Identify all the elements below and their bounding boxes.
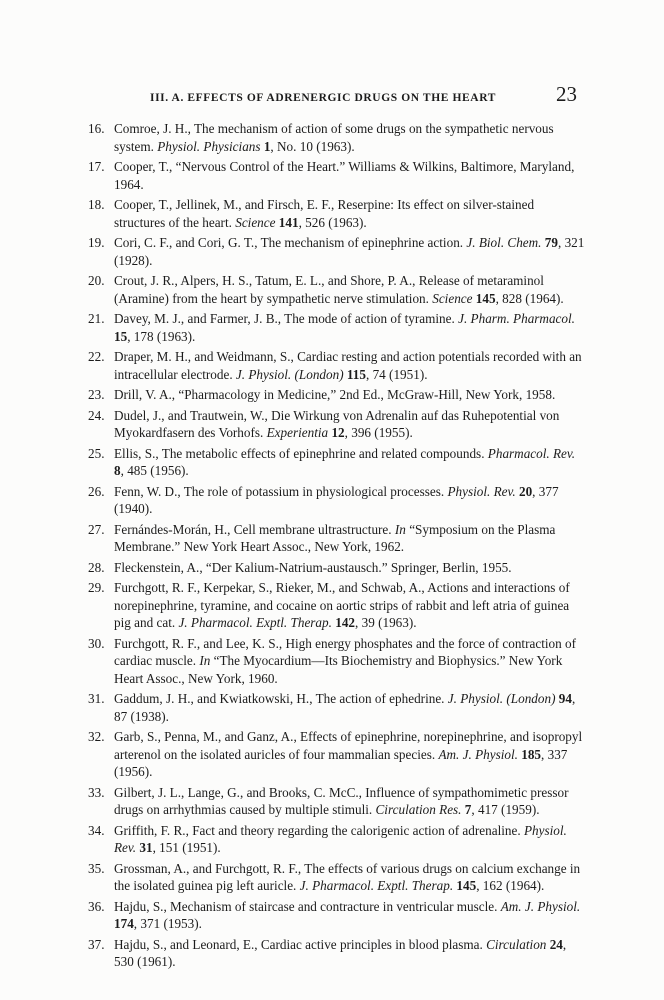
reference-segment: Grossman, A., and Furchgott, R. F., The effects of various drugs on calcium exchange in the isolated guinea pig left auricle. <box>114 860 581 893</box>
reference-text <box>114 310 588 345</box>
reference-segment: , 151 (1951). <box>152 840 221 855</box>
journal-title: Pharmacol. Rev. <box>487 445 576 461</box>
volume-number: 145 <box>475 290 496 306</box>
reference-item <box>88 635 588 688</box>
reference-text <box>114 635 588 688</box>
journal-title: J. Biol. Chem. <box>466 235 542 250</box>
reference-item <box>88 898 588 933</box>
volume-number: 79 <box>544 235 558 250</box>
reference-text <box>114 386 588 404</box>
volume-number: 1 <box>263 138 271 154</box>
volume-number: 31 <box>139 840 153 855</box>
reference-item <box>88 690 588 725</box>
reference-segment: , 526 (1963). <box>298 214 367 230</box>
reference-segment: Gilbert, J. L., Lange, G., and Brooks, C. McC., Influence of sympathomimetic pressor drugs on arrhythmias caused by multiple stimuli. <box>114 784 569 817</box>
reference-number: 25. <box>88 445 105 461</box>
reference-item <box>88 860 588 895</box>
reference-item <box>88 936 588 971</box>
reference-segment: Cori, C. F., and Cori, G. T., The mechanism of epinephrine action. <box>114 235 467 250</box>
reference-segment: “The Myocardium—Its Biochemistry and Biophysics.” New York Heart Assoc., New York, 1960. <box>114 653 563 686</box>
reference-text <box>114 234 588 269</box>
reference-number: 18. <box>88 197 105 212</box>
reference-segment: , 87 (1938). <box>114 691 576 724</box>
volume-number: 8 <box>114 463 121 478</box>
journal-title: J. Pharmacol. Exptl. Therap. <box>178 615 332 630</box>
reference-segment: , 485 (1956). <box>120 463 189 478</box>
reference-item <box>88 386 588 404</box>
reference-number: 36. <box>88 898 105 914</box>
reference-segment: Fleckenstein, A., “Der Kalium-Natrium-austausch.” Springer, Berlin, 1955. <box>114 559 512 575</box>
page-header <box>0 82 664 112</box>
reference-text <box>114 272 588 307</box>
reference-text <box>114 936 588 971</box>
volume-number: 115 <box>346 366 366 382</box>
reference-number: 30. <box>88 635 105 651</box>
reference-segment: Hajdu, S., Mechanism of staircase and contracture in ventricular muscle. <box>114 898 501 914</box>
reference-item <box>88 272 588 307</box>
reference-segment: , 321 (1928). <box>114 235 585 268</box>
volume-number: 15 <box>114 328 128 344</box>
reference-item <box>88 483 588 518</box>
reference-item <box>88 728 588 781</box>
reference-number: 27. <box>88 521 105 537</box>
journal-title: Circulation Res. <box>375 802 462 817</box>
reference-number: 22. <box>88 349 105 364</box>
journal-title: J. Pharm. Pharmacol. <box>458 311 575 326</box>
reference-item <box>88 784 588 819</box>
reference-segment: Fernándes-Morán, H., Cell membrane ultrastructure. <box>114 521 395 537</box>
reference-text <box>114 196 588 231</box>
reference-segment: Garb, S., Penna, M., and Ganz, A., Effects of epinephrine, norepinephrine, and isopropyl arterenol on the isolated auricles of four mammalian species. <box>114 729 583 762</box>
reference-item <box>88 822 588 857</box>
reference-item <box>88 158 588 193</box>
volume-number: 24 <box>549 936 563 952</box>
reference-segment: , 74 (1951). <box>365 366 428 382</box>
reference-text <box>114 348 588 383</box>
reference-segment: Griffith, F. R., Fact and theory regarding the calorigenic action of adrenaline. <box>114 822 524 838</box>
reference-number: 34. <box>88 822 105 838</box>
reference-segment: Dudel, J., and Trautwein, W., Die Wirkung von Adrenalin auf das Ruhepotential von Myokardfasern des Vorhofs. <box>114 407 560 440</box>
journal-title: Circulation <box>486 936 547 952</box>
reference-segment: , 178 (1963). <box>127 328 196 344</box>
reference-text <box>114 445 588 480</box>
page-number: 23 <box>556 82 577 106</box>
reference-segment: , 39 (1963). <box>355 615 417 630</box>
reference-number: 21. <box>88 311 105 326</box>
reference-text <box>114 898 588 933</box>
journal-title: Science <box>235 214 276 230</box>
volume-number: 94 <box>558 691 572 706</box>
reference-text <box>114 521 588 556</box>
reference-item <box>88 407 588 442</box>
volume-number: 145 <box>456 878 477 893</box>
journal-title: Experientia <box>266 425 329 440</box>
journal-title: J. Physiol. (London) <box>235 366 344 382</box>
reference-segment: Drill, V. A., “Pharmacology in Medicine,” 2nd Ed., McGraw-Hill, New York, 1958. <box>114 387 556 402</box>
reference-segment: Comroe, J. H., The mechanism of action of some drugs on the sympathetic nervous system. <box>114 121 554 154</box>
reference-segment: Furchgott, R. F., and Lee, K. S., High energy phosphates and the force of contraction of cardiac muscle. <box>114 635 576 668</box>
journal-title: J. Pharmacol. Exptl. Therap. <box>299 878 454 893</box>
reference-text <box>114 407 588 442</box>
volume-number: 174 <box>114 916 134 931</box>
reference-segment: Gaddum, J. H., and Kwiatkowski, H., The action of ephedrine. <box>114 691 448 706</box>
journal-title: Physiol. Rev. <box>114 822 567 855</box>
reference-segment: , 828 (1964). <box>495 290 564 306</box>
reference-segment: Cooper, T., Jellinek, M., and Firsch, E. F., Reserpine: Its effect on silver-stained structures of the heart. <box>114 197 535 230</box>
reference-list <box>88 120 588 974</box>
reference-item <box>88 579 588 632</box>
volume-number: 7 <box>464 802 472 817</box>
reference-segment: , 162 (1964). <box>476 878 545 893</box>
reference-segment: Draper, M. H., and Weidmann, S., Cardiac resting and action potentials recorded with an intracellular electrode. <box>114 349 582 382</box>
reference-number: 33. <box>88 784 105 800</box>
journal-title: In <box>394 521 406 537</box>
reference-item <box>88 348 588 383</box>
journal-title: Physiol. Rev. <box>447 483 516 499</box>
journal-title: Physiol. Physicians <box>157 138 261 154</box>
journal-title: In <box>199 653 211 668</box>
reference-segment: , 530 (1961). <box>114 936 567 969</box>
reference-item <box>88 521 588 556</box>
reference-segment: Cooper, T., “Nervous Control of the Heart.” Williams & Wilkins, Baltimore, Maryland, 1964. <box>114 159 575 192</box>
reference-segment: Ellis, S., The metabolic effects of epinephrine and related compounds. <box>114 445 488 461</box>
volume-number: 185 <box>521 746 542 762</box>
reference-segment: Davey, M. J., and Farmer, J. B., The mode of action of tyramine. <box>114 311 459 326</box>
reference-item <box>88 120 588 155</box>
journal-title: Am. J. Physiol. <box>500 898 581 914</box>
reference-text <box>114 860 588 895</box>
journal-title: Am. J. Physiol. <box>438 746 518 762</box>
volume-number: 142 <box>335 615 355 630</box>
reference-item <box>88 196 588 231</box>
reference-segment: , 417 (1959). <box>471 802 540 817</box>
reference-segment: , 371 (1953). <box>133 916 202 931</box>
reference-number: 32. <box>88 729 105 744</box>
reference-segment: Fenn, W. D., The role of potassium in physiological processes. <box>114 483 448 499</box>
reference-segment: “Symposium on the Plasma Membrane.” New York Heart Assoc., New York, 1962. <box>114 521 556 554</box>
reference-text <box>114 483 588 518</box>
reference-text <box>114 158 588 193</box>
running-head: III. A. EFFECTS OF ADRENERGIC DRUGS ON THE HEART <box>150 92 496 104</box>
reference-number: 24. <box>88 407 105 423</box>
reference-number: 17. <box>88 159 105 174</box>
reference-number: 16. <box>88 121 105 136</box>
reference-text <box>114 822 588 857</box>
reference-item <box>88 234 588 269</box>
reference-text <box>114 559 588 577</box>
journal-title: Science <box>432 290 473 306</box>
reference-segment: Crout, J. R., Alpers, H. S., Tatum, E. L., and Shore, P. A., Release of metaraminol (Aramine) from the heart by sympathetic nerve stimulation. <box>114 273 544 306</box>
volume-number: 20 <box>518 483 533 499</box>
reference-number: 20. <box>88 273 105 288</box>
reference-number: 37. <box>88 936 105 952</box>
volume-number: 12 <box>331 425 345 440</box>
reference-number: 31. <box>88 691 105 706</box>
journal-title: J. Physiol. (London) <box>447 691 556 706</box>
reference-text <box>114 728 588 781</box>
reference-text <box>114 579 588 632</box>
reference-item <box>88 445 588 480</box>
volume-number: 141 <box>278 214 299 230</box>
reference-text <box>114 784 588 819</box>
reference-segment: , 337 (1956). <box>114 746 568 779</box>
reference-number: 28. <box>88 559 105 575</box>
reference-item <box>88 310 588 345</box>
reference-number: 29. <box>88 580 105 595</box>
reference-text <box>114 120 588 155</box>
reference-segment: , 377 (1940). <box>114 483 559 516</box>
reference-segment: Hajdu, S., and Leonard, E., Cardiac active principles in blood plasma. <box>114 936 487 952</box>
reference-text <box>114 690 588 725</box>
reference-segment: Furchgott, R. F., Kerpekar, S., Rieker, M., and Schwab, A., Actions and interactions of norepinephrine, tyramine, and cocaine on aortic strips of rabbit and left atria of guinea pig and cat. <box>114 580 570 630</box>
reference-number: 23. <box>88 387 105 402</box>
reference-segment: , 396 (1955). <box>344 425 413 440</box>
reference-number: 26. <box>88 483 105 499</box>
reference-number: 19. <box>88 235 105 250</box>
reference-item <box>88 559 588 577</box>
reference-segment: , No. 10 (1963). <box>270 138 355 154</box>
reference-number: 35. <box>88 860 105 876</box>
